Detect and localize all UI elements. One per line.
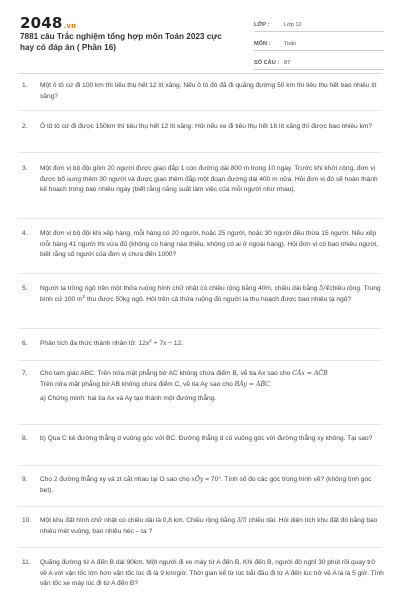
question-number: 4. xyxy=(22,230,28,237)
question-divider xyxy=(18,273,382,274)
site-logo[interactable] xyxy=(20,14,76,32)
fraction-five-fourths: 5/4 xyxy=(319,285,330,292)
question-text xyxy=(40,284,384,305)
question-divider xyxy=(18,547,382,548)
meta-class-label: LỚP : xyxy=(254,22,270,28)
question-9 xyxy=(18,475,384,496)
text-part: Trên nửa mặt phẳng bờ AB không chứa điểm C, vẽ tia Ay sao cho xyxy=(40,380,235,388)
question-number: 2. xyxy=(22,123,28,130)
document-header xyxy=(0,0,400,72)
question-text: Một ô tô cứ đi 100 km thì tiêu thụ hết 12 lít xăng. Nếu ô tô đó đã đi quãng đường 50 km thì tiêu thụ hết bao nhiêu lít xăng? xyxy=(40,82,377,100)
meta-count-row xyxy=(254,52,384,70)
question-divider xyxy=(18,328,382,329)
angle-cax-acb: CÂx = AĈB xyxy=(292,370,328,377)
text-part: . xyxy=(269,380,272,388)
question-5 xyxy=(18,284,384,305)
text-part: thu được 50kg ngô. Hỏi trên cả thửa ruộng đó người ta thu hoạch được bao nhiêu tạ ngô? xyxy=(85,295,352,303)
question-number: 7. xyxy=(22,370,28,377)
question-8 xyxy=(18,434,384,445)
text-part: Một khu đất hình chữ nhật có chiều dài là 0,8 km. Chiều rộng bằng xyxy=(40,517,237,524)
question-number: 10. xyxy=(22,517,32,524)
meta-subject-label: MÔN : xyxy=(254,41,271,47)
document-meta xyxy=(254,14,384,71)
question-number: 8. xyxy=(22,435,28,442)
question-text: Quãng đường từ A đến B dài 90km. Một người đi xe máy từ A đến B. Khi đến B, người đó nghỉ 30 phút rồi quay trở về A với vận tốc lớn hơn vận tốc lúc đi là 9 km/giờ. Thời gian kể từ lúc bắt đầu đi từ A đến lúc trở về A là là 5 giờ. Tính vận tốc xe máy lúc đi từ A đến B? xyxy=(40,559,384,588)
text-part: Người ta trồng ngô trên một thửa ruộng hình chữ nhật có chiều rộng bằng 40m, chiều dài bằng xyxy=(40,285,320,292)
question-2 xyxy=(18,122,384,133)
text-part: chiều rộng. Trung bình cứ 100 m xyxy=(40,285,381,303)
question-divider xyxy=(18,360,382,361)
meta-count-value: 87 xyxy=(284,60,291,66)
question-number: 11. xyxy=(22,559,31,566)
text-part: Phân tích đa thức thành nhân tử: 12x xyxy=(40,340,150,347)
question-divider xyxy=(18,218,382,219)
question-divider xyxy=(18,506,382,507)
text-part: Cho tam giác ABC. Trên nửa mặt phẳng bờ AC không chứa điểm B, vẽ tia Ax sao cho xyxy=(40,370,293,377)
question-3 xyxy=(18,164,384,196)
question-text: Ô tô tô cứ đi được 150km thì tiêu thụ hết 12 lít xăng. Hỏi nếu xe đi tiêu thụ hết 16 lít xăng thì được bao nhiêu km? xyxy=(40,123,372,130)
logo-tld: .vn xyxy=(63,22,77,30)
question-text: Một đơn vị bộ đội khi xếp hàng, mỗi hàng có 20 người, hoặc 25 người, hoặc 30 người đều thừa 15 người. Nếu xếp mỗi hàng 41 người thì vừa đủ (không có hàng nào thiếu, không có ai ở ngoài hàng). Hỏi đơn vị có bao nhiêu người, biết rằng số người của đơn vị chưa đến 1000? xyxy=(40,230,379,259)
question-1 xyxy=(18,81,384,102)
text-part: = 70°. Tính số đo các góc trong hình vẽ? (không tính góc bẹt). xyxy=(40,476,372,494)
meta-subject-row xyxy=(254,33,384,51)
question-number: 3. xyxy=(22,165,28,172)
question-divider xyxy=(18,110,382,111)
question-text: b) Qua C kẻ đường thẳng d vuông góc với BC. Đường thẳng d có vuông góc với đường thẳng xy không. Tại sao? xyxy=(40,435,373,442)
question-10 xyxy=(18,516,384,537)
question-4 xyxy=(18,229,384,261)
question-sub-part: a) Chứng minh: hai tia Ax và Ay tạo thành một đường thẳng. xyxy=(40,395,217,403)
angle-bay-abc: BÂy = AB̂C xyxy=(234,380,270,388)
question-11 xyxy=(18,558,384,590)
question-text xyxy=(40,516,384,537)
meta-class-row xyxy=(254,14,384,32)
question-number: 6. xyxy=(22,340,28,347)
question-text xyxy=(40,369,384,390)
question-7 xyxy=(18,369,384,405)
question-divider xyxy=(18,152,382,153)
question-text xyxy=(40,475,384,496)
fraction-three-fifths: 3/5 xyxy=(236,517,247,524)
question-text xyxy=(40,339,384,350)
question-text: Một đơn vị bộ đội gồm 20 người được giao đắp 1 con đường dài 800 m trong 10 ngày. Trước khi khởi công, đơn vị được bổ sung thêm 30 người và được giao thêm đắp một đoạn đường dài 400 m nữa. Hỏi đơn vị đó sẽ hoàn thành kế hoạch trong bao nhiêu ngày (biết rằng năng suất làm việc của mỗi người như nhau). xyxy=(40,165,378,194)
question-6 xyxy=(18,339,384,350)
angle-xoy: xÔy xyxy=(191,476,204,483)
logo-main: 2048 xyxy=(20,14,63,32)
meta-subject-value: Toán xyxy=(284,41,297,47)
text-part: Cho 2 đường thẳng xy và zt cắt nhau tại O sao cho xyxy=(40,476,192,483)
text-part: chiều dài. Hỏi diện tích khu đất đó bằng bao nhiêu mét vuông, bao nhiêu héc – ta ? xyxy=(40,517,378,535)
text-part: + 7x − 12. xyxy=(151,340,184,347)
question-number: 1. xyxy=(22,82,28,89)
question-number: 9. xyxy=(22,476,28,483)
question-number: 5. xyxy=(22,285,28,292)
superscript: 2 xyxy=(149,337,152,343)
superscript: 2 xyxy=(82,293,86,299)
document-title: 7881 câu Trắc nghiệm tổng hợp môn Toán 2023 cực hay có đáp án ( Phần 16) xyxy=(20,32,222,52)
meta-class-value: Lớp 12 xyxy=(284,22,302,28)
meta-count-label: SỐ CÂU : xyxy=(254,60,280,66)
question-divider xyxy=(18,424,382,425)
question-divider xyxy=(18,465,382,466)
header-divider xyxy=(18,73,382,74)
